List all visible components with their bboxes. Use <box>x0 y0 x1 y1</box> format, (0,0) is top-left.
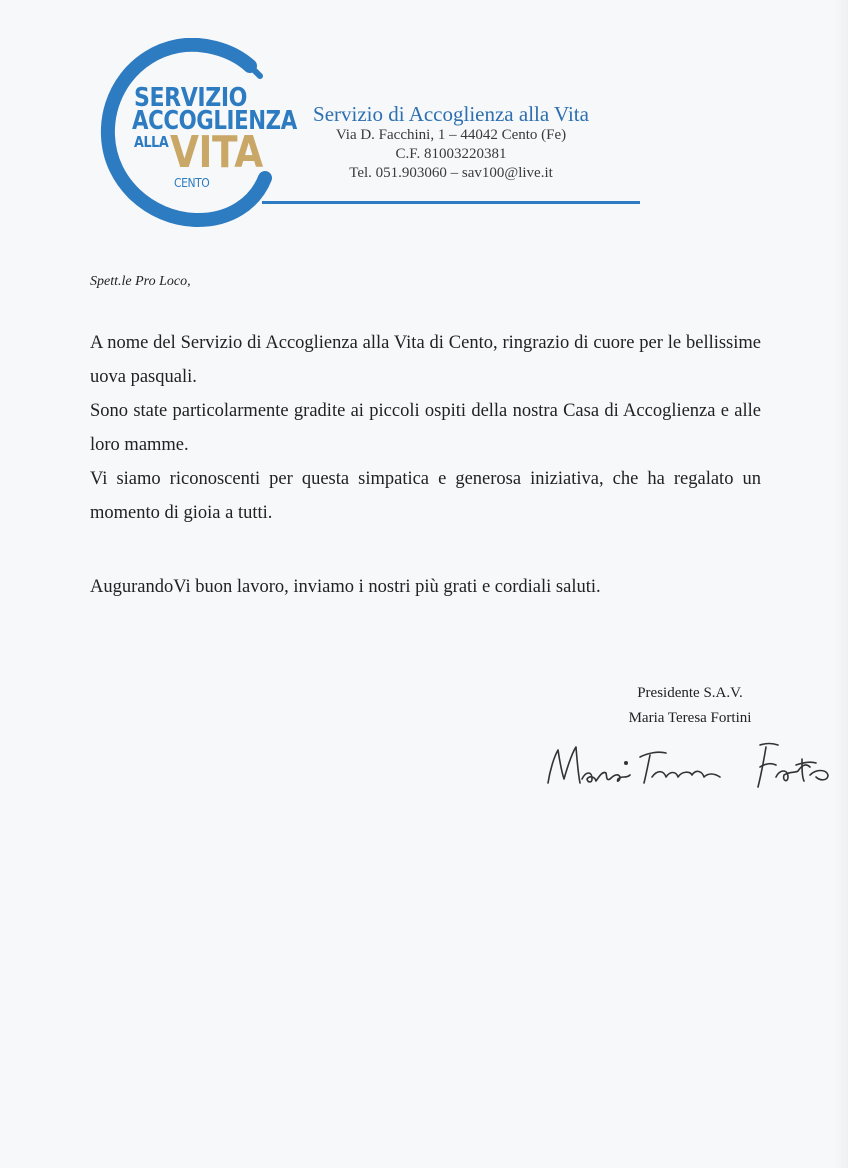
letter-body <box>90 326 761 530</box>
logo-line-cento: CENTO <box>174 176 210 190</box>
paragraph-3: Vi siamo riconoscenti per questa simpatica e generosa iniziativa, che ha regalato un momento di gioia a tutti. <box>90 469 761 523</box>
organization-tax-code: C.F. 81003220381 <box>395 146 507 162</box>
salutation: Spett.le Pro Loco, <box>90 274 191 289</box>
handwritten-signature <box>540 735 835 795</box>
signatory-role: Presidente S.A.V. <box>637 685 743 701</box>
organization-contact: Tel. 051.903060 – sav100@live.it <box>349 165 553 181</box>
paragraph-1: A nome del Servizio di Accoglienza alla Vita di Cento, ringrazio di cuore per le bellissime uova pasquali. <box>90 333 761 387</box>
paragraph-2: Sono state particolarmente gradite ai piccoli ospiti della nostra Casa di Accoglienza e alle loro mamme. <box>90 401 761 455</box>
logo-line-accoglienza: ACCOGLIENZA <box>132 106 297 136</box>
sav-logo <box>100 38 297 228</box>
page-edge <box>834 0 848 1168</box>
letterhead-divider <box>262 201 640 204</box>
signatory-name: Maria Teresa Fortini <box>628 710 752 726</box>
logo-line-alla: ALLA <box>134 133 169 151</box>
logo-line-vita: VITA <box>170 127 263 178</box>
signature-icon <box>540 735 835 795</box>
organization-name: Servizio di Accoglienza alla Vita <box>313 102 589 126</box>
letterhead <box>262 102 640 183</box>
organization-address: Via D. Facchini, 1 – 44042 Cento (Fe) <box>335 127 567 143</box>
logo-line-servizio: SERVIZIO <box>134 83 247 113</box>
closing-line: AugurandoVi buon lavoro, inviamo i nostri più grati e cordiali saluti. <box>90 577 601 597</box>
signature-block <box>600 681 780 731</box>
logo-lettering <box>100 38 297 228</box>
